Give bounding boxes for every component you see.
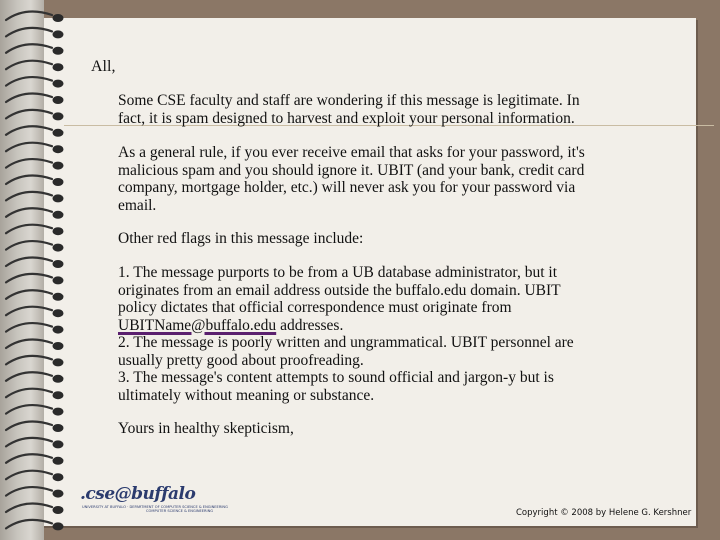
spiral-hole [53,276,64,284]
text-line: 2. The message is poorly written and ungrammatical. UBIT personnel are [118,334,574,351]
spiral-ring [6,225,52,234]
spiral-ring [6,110,52,119]
spiral-ring [6,405,52,414]
spiral-ring [6,143,52,152]
spiral-ring [6,241,52,250]
spiral-hole [53,260,64,268]
spiral-hole [53,358,64,366]
text-line: ultimately without meaning or substance. [118,386,375,404]
text-line: Other red flags in this message include: [118,230,364,247]
spiral-hole [53,440,64,448]
spiral-hole [53,47,64,55]
cse-buffalo-logo [78,484,228,520]
text-line: As a general rule, if you ever receive email that asks for your password, it's [118,144,585,161]
spiral-hole [53,293,64,301]
spiral-ring [6,421,52,430]
spiral-ring [6,274,52,283]
spiral-hole [53,391,64,399]
spiral-hole [53,309,64,317]
spiral-ring [6,77,52,86]
spiral-hole [53,408,64,416]
spiral-hole [53,162,64,170]
spiral-hole [53,14,64,22]
spiral-ring [6,471,52,480]
text-line [118,317,678,335]
email-link[interactable]: UBITName@buffalo.edu [118,316,277,334]
text-line: company, mortgage holder, etc.) will never ask you for your password via [118,179,576,196]
spiral-ring [6,11,52,20]
spiral-ring [6,520,52,529]
spiral-ring [6,208,52,217]
spiral-ring [6,438,52,447]
spiral-hole [53,506,64,514]
greeting: All, [91,58,116,75]
spiral-ring [6,290,52,299]
copyright-notice: Copyright © 2008 by Helene G. Kershner [516,508,692,518]
spiral-hole [53,96,64,104]
logo-subtext-right: COMPUTER SCIENCE & ENGINEERING [146,509,214,513]
spiral-ring [6,93,52,102]
spiral-hole [53,145,64,153]
spiral-ring [6,61,52,70]
spiral-hole [53,424,64,432]
spiral-ring [6,159,52,168]
spiral-hole [53,129,64,137]
spiral-hole [53,63,64,71]
text-fragment: addresses. [276,316,344,334]
spiral-ring [6,487,52,496]
paragraph-red-flags [118,230,678,248]
spiral-ring [6,339,52,348]
logo-text: .cse@buffalo [80,484,196,504]
spiral-hole [53,326,64,334]
text-line: 1. The message purports to be from a UB database administrator, but it [118,264,558,281]
spiral-hole [53,112,64,120]
spiral-ring [6,389,52,398]
spiral-ring [6,356,52,365]
spiral-hole [53,211,64,219]
text-line: malicious spam and you should ignore it. UBIT (and your bank, credit card [118,161,585,179]
spiral-hole [53,227,64,235]
spiral-ring [6,372,52,381]
spiral-hole [53,244,64,252]
spiral-ring [6,28,52,37]
spiral-ring [6,503,52,512]
spiral-hole [53,375,64,383]
text-line: Some CSE faculty and staff are wondering if this message is legitimate. In [118,92,580,109]
text-line: fact, it is spam designed to harvest and exploit your personal information. [118,109,575,127]
text-line: Yours in healthy skepticism, [118,420,294,437]
logo-subtext-left: UNIVERSITY AT BUFFALO · DEPARTMENT OF COMPUTER SCIENCE & ENGINEERING [82,505,228,509]
spiral-ring [6,454,52,463]
spiral-binding-icon [0,0,90,540]
spiral-hole [53,457,64,465]
spiral-hole [53,30,64,38]
paragraph-signoff [118,420,678,438]
spiral-hole [53,178,64,186]
paragraph-general-rule [118,144,678,214]
paragraph-list [118,264,678,404]
spiral-ring [6,44,52,53]
spiral-hole [53,473,64,481]
spiral-ring [6,192,52,201]
spiral-hole [53,194,64,202]
spiral-ring [6,257,52,266]
text-line: email. [118,196,157,214]
spiral-ring [6,323,52,332]
spiral-hole [53,522,64,530]
spiral-ring [6,126,52,135]
text-line: policy dictates that official correspondence must originate from [118,299,512,316]
notebook-spine [0,0,44,540]
paragraph-intro [118,92,678,127]
text-line: originates from an email address outside the buffalo.edu domain. UBIT [118,281,561,299]
text-line: usually pretty good about proofreading. [118,351,364,369]
spiral-ring [6,307,52,316]
spiral-hole [53,490,64,498]
spiral-ring [6,175,52,184]
spiral-hole [53,342,64,350]
text-line: 3. The message's content attempts to sound official and jargon-y but is [118,369,554,386]
spiral-hole [53,80,64,88]
